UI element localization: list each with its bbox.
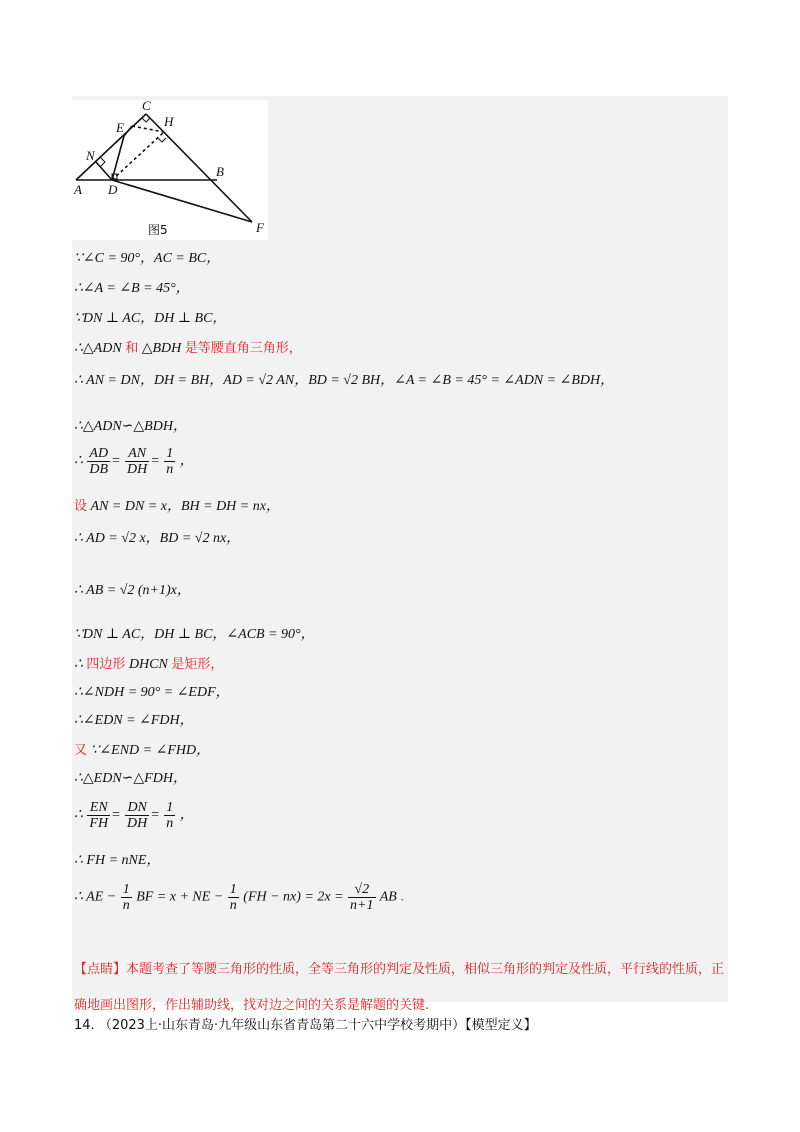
text-part: DHCN (128, 657, 168, 672)
numerator: AN (125, 446, 149, 462)
segment-ac (76, 114, 146, 180)
label-a: A (74, 182, 82, 197)
text-part: 和 (125, 341, 139, 356)
solution-line (74, 882, 404, 913)
text-part: (FH − nx) = 2x = (243, 889, 344, 905)
solution-line: ∵∠C = 90°，AC = BC， (74, 251, 221, 266)
denominator: DB (89, 462, 109, 477)
label-f: F (256, 220, 264, 235)
solution-line (74, 340, 302, 358)
text-part: 又 (74, 743, 88, 758)
numerator: AD (89, 446, 109, 461)
solution-line (74, 742, 210, 760)
fraction (348, 882, 375, 913)
denominator: n (229, 898, 237, 913)
solution-line: ∴ $\frac{AD}{DB}$ = $\frac{AN}{DH}$ = $\frac{1}{n}$ ， (74, 446, 194, 477)
right-angle-n (101, 158, 105, 166)
fraction (121, 882, 132, 913)
right-angle-h (158, 138, 166, 142)
label-c: C (142, 100, 151, 113)
solution-line: ∵DN ⊥ AC，DH ⊥ BC， (74, 311, 227, 326)
denominator: DH (127, 816, 148, 831)
solution-line: ∴ FH = nNE， (74, 853, 161, 868)
figure-svg (72, 100, 268, 240)
text-part: △BDH (141, 341, 182, 356)
solution-line: ∵DN ⊥ AC，DH ⊥ BC，∠ACB = 90°， (74, 627, 315, 642)
numerator: 1 (122, 882, 130, 897)
text-part: 四边形 (86, 657, 126, 672)
denominator: n+1 (350, 898, 374, 913)
solution-line: ∴∠NDH = 90° = ∠EDF， (74, 685, 230, 700)
note-tag: 【点睛】 (74, 962, 127, 977)
numerator: 1 (166, 446, 174, 461)
label-e: E (116, 120, 124, 135)
geometry-figure (72, 100, 268, 240)
text-part: ∴△ADN (74, 341, 122, 356)
question-heading (74, 1014, 537, 1033)
denominator: FH (89, 816, 109, 831)
solution-line: ∴∠EDN = ∠FDH， (74, 713, 194, 728)
denominator: n (166, 462, 174, 477)
right-angle-c (142, 118, 150, 122)
note-text: 本题考查了等腰三角形的性质，全等三角形的判定及性质，相似三角形的判定及性质，平行线的性质，正确地画出图形，作出辅助线，找对边之间的关系是解题的关键. (74, 962, 725, 1013)
text-part: AB (379, 889, 397, 905)
denominator: n (166, 816, 174, 831)
text-part: ∴ AE − (74, 889, 117, 905)
text-part: 设 (74, 499, 88, 514)
text-part: AN = DN = x，BH = DH = nx， (90, 499, 280, 514)
solution-line: ∴△EDN∽△FDH， (74, 771, 187, 786)
fraction (87, 446, 110, 477)
label-b: B (216, 164, 224, 179)
text-part: ∴ (74, 807, 83, 823)
numerator: √2 (348, 882, 375, 898)
text-part: ， (179, 807, 194, 823)
segment-en (124, 126, 132, 136)
fraction (164, 446, 175, 477)
segment-dn (96, 162, 112, 180)
question-number: 14. (74, 1018, 95, 1033)
numerator: 1 (229, 882, 237, 897)
solution-line: ∴ AN = DN，DH = BH，AD = √2 AN，BD = √2 BH，∠A = ∠B = 45° = ∠ADN = ∠BDH， (74, 373, 615, 388)
fraction (164, 800, 175, 831)
numerator: 1 (166, 800, 174, 815)
fraction (125, 446, 149, 477)
fraction (87, 800, 110, 831)
numerator: EN (87, 800, 110, 816)
denominator: DH (127, 462, 148, 477)
label-n: N (86, 148, 95, 163)
solution-line (74, 498, 280, 516)
denominator: n (122, 898, 130, 913)
text-part: 是矩形， (171, 657, 224, 672)
solution-line: ∴△ADN∽△BDH， (74, 419, 187, 434)
question-source: （2023上·山东青岛·九年级山东省青岛第二十六中学校考期中）【模型定义】 (98, 1018, 537, 1033)
solution-line: ∴ $\frac{EN}{FH}$ = $\frac{DN}{DH}$ = $\frac{1}{n}$ ， (74, 800, 194, 831)
text-part: 是等腰直角三角形， (184, 341, 302, 356)
numerator: DN (125, 800, 149, 816)
text-part: ∴ (74, 453, 83, 469)
fraction (125, 800, 149, 831)
solution-line: ∴ AD = √2 x，BD = √2 nx， (74, 531, 241, 546)
solution-line: ∴ AB = √2 (n+1)x， (74, 583, 191, 598)
fraction (228, 882, 239, 913)
text-part: ， (179, 453, 194, 469)
figure-caption: 图5 (148, 223, 168, 237)
text-part: ∴ (74, 657, 83, 672)
solution-line: ∴∠A = ∠B = 45°， (74, 281, 190, 296)
label-h: H (164, 114, 174, 129)
solution-line (74, 656, 223, 674)
text-part: BF = x + NE − (136, 889, 224, 905)
text-part: ∵∠END = ∠FHD， (90, 743, 211, 758)
text-part: . (400, 889, 404, 905)
label-d: D (108, 182, 118, 197)
